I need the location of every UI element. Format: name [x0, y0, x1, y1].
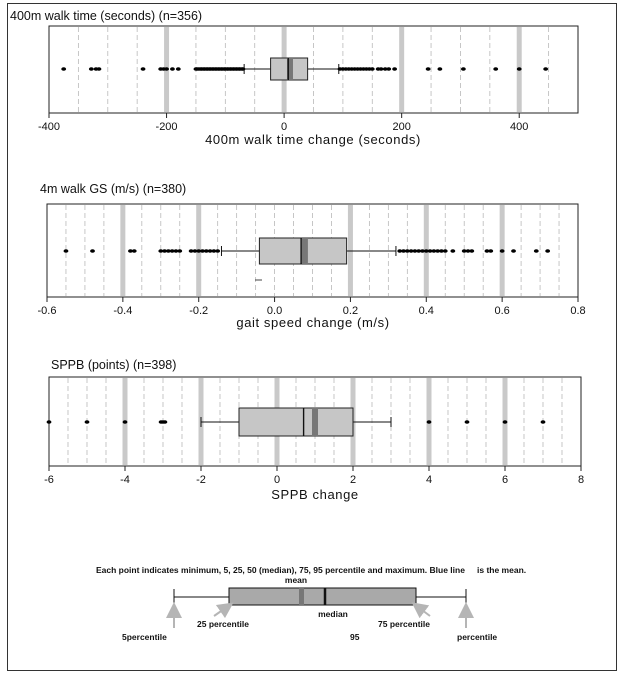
data-point — [392, 67, 397, 71]
data-point — [450, 249, 455, 253]
legend-mean-label: mean — [284, 575, 308, 585]
chart-panel-400m — [10, 9, 578, 147]
legend-mean-bar — [299, 588, 304, 605]
data-point — [386, 67, 391, 71]
data-point — [132, 249, 137, 253]
tick-label: -400 — [37, 121, 61, 133]
tick-label: 0.2 — [342, 305, 359, 317]
data-point — [426, 67, 431, 71]
legend-description-tail: is the mean. — [477, 565, 527, 575]
x-axis-label: 400m walk time change (seconds) — [205, 132, 421, 147]
data-point — [123, 420, 128, 424]
x-axis-label: gait speed change (m/s) — [236, 315, 390, 330]
data-point — [503, 420, 508, 424]
data-point — [541, 420, 546, 424]
data-point — [164, 67, 169, 71]
data-point — [488, 249, 493, 253]
data-point — [163, 420, 168, 424]
x-axis-ticks — [38, 113, 528, 133]
tick-label: 0 — [273, 474, 281, 486]
legend-p5-label: 5percentile — [122, 632, 167, 642]
data-point — [543, 67, 548, 71]
data-point — [461, 67, 466, 71]
tick-label: -0.2 — [189, 305, 209, 317]
iqr-box — [239, 408, 353, 436]
chart-title: 400m walk time (seconds) (n=356) — [10, 9, 203, 23]
data-point — [97, 67, 102, 71]
legend-p25-label: 25 percentile — [197, 619, 249, 629]
legend-diagram — [96, 565, 526, 642]
tick-label: 8 — [577, 474, 585, 486]
tick-label: 0 — [281, 121, 288, 133]
data-point — [469, 249, 474, 253]
data-point — [241, 67, 246, 71]
chart-title: 4m walk GS (m/s) (n=380) — [40, 182, 187, 196]
legend-description: Each point indicates minimum, 5, 25, 50 (median), 75, 95 percentile and maximum. Blue line — [96, 565, 465, 575]
legend-box — [229, 588, 416, 605]
x-axis-ticks — [38, 297, 586, 317]
x-axis-label: SPPB change — [271, 487, 359, 502]
tick-label: 6 — [501, 474, 509, 486]
legend-median-label: median — [318, 609, 348, 619]
chart-panel-sppb — [44, 358, 584, 502]
tick-label: -2 — [196, 474, 206, 486]
data-point — [379, 67, 384, 71]
tick-label: -4 — [120, 474, 130, 486]
data-point — [141, 67, 146, 71]
data-point — [443, 249, 448, 253]
tick-label: 200 — [392, 121, 411, 133]
legend-arrow-25 — [214, 607, 227, 616]
tick-label: 400 — [510, 121, 529, 133]
data-point — [370, 67, 375, 71]
data-point — [47, 420, 52, 424]
legend-percentile-label: percentile — [457, 632, 498, 642]
tick-label: -0.4 — [113, 305, 133, 317]
data-point — [511, 249, 516, 253]
mean-bar — [312, 408, 318, 436]
data-point — [500, 249, 505, 253]
data-point — [85, 420, 90, 424]
data-point — [493, 67, 498, 71]
data-point — [90, 249, 95, 253]
box-whisker — [244, 58, 339, 80]
mean-bar — [302, 238, 308, 264]
tick-label: 0.6 — [494, 305, 510, 317]
data-point — [61, 67, 66, 71]
data-point — [177, 249, 182, 253]
tick-label: -0.6 — [37, 305, 57, 317]
tick-label: -200 — [155, 121, 178, 133]
legend-p75-label: 75 percentile — [378, 619, 430, 629]
legend-p95-label: 95 — [350, 632, 360, 642]
data-point — [64, 249, 69, 253]
data-point — [545, 249, 550, 253]
data-point — [427, 420, 432, 424]
data-point — [534, 249, 539, 253]
box-whisker — [201, 408, 391, 436]
data-point — [517, 67, 522, 71]
data-point — [215, 249, 220, 253]
legend-arrow-75 — [418, 607, 430, 616]
data-point — [437, 67, 442, 71]
data-point — [89, 67, 94, 71]
tick-label: 0.8 — [570, 305, 586, 317]
tick-label: 0.0 — [266, 305, 283, 317]
tick-label: -6 — [44, 474, 54, 486]
tick-label: 2 — [349, 474, 357, 486]
data-point — [465, 420, 470, 424]
tick-label: 0.4 — [418, 305, 434, 317]
chart-title: SPPB (points) (n=398) — [51, 358, 177, 372]
data-point — [170, 67, 175, 71]
x-axis-ticks — [44, 466, 584, 486]
chart-panel-gait-speed — [38, 182, 586, 330]
tick-label: 4 — [425, 474, 433, 486]
data-point — [176, 67, 181, 71]
